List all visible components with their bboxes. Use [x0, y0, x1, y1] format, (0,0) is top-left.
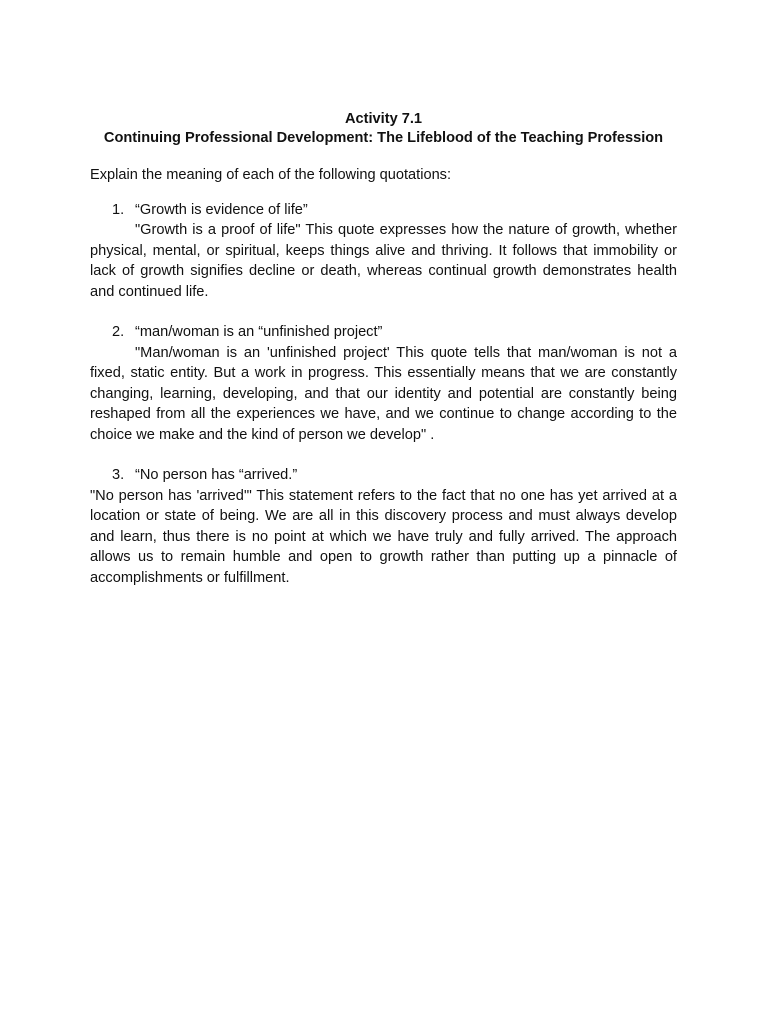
quotation-explanation: "No person has 'arrived'" This statement refers to the fact that no one has yet arrived at a location or state of being. We are all in this discovery process and must always develop and learn, thus there is no point at which we have truly and fully arrived. The approach allows us to remain humble and open to growth rather than putting up a pinnacle of accomplishments or fulfillment. [90, 487, 677, 586]
quotation-heading [90, 322, 677, 343]
quotation-explanation: "Man/woman is an 'unfinished project' This quote tells that man/woman is not a fixed, static entity. But a work in progress. This essentially means that we are constantly changing, learning, developing, and that our identity and potential are constantly being reshaped from all the experiences we have, and we continue to change according to the choice we make and the kind of person we develop" . [90, 344, 677, 443]
document-title: Activity 7.1 [344, 111, 423, 127]
quotation-heading [90, 200, 677, 221]
document-page [90, 110, 677, 588]
spacer [90, 445, 677, 465]
quotation-item-2 [90, 322, 677, 445]
quotation-explanation: "Growth is a proof of life" This quote expresses how the nature of growth, whether physical, mental, or spiritual, keeps things alive and thriving. It follows that immobility or lack of growth signifies decline or death, whereas continual growth demonstrates health and continued life. [90, 222, 677, 300]
quotation-text: “man/woman is an “unfinished project” [135, 324, 383, 340]
document-subtitle: Continuing Professional Development: The Lifeblood of the Teaching Profession [103, 130, 664, 146]
list-number: 1. [112, 201, 125, 218]
spacer [90, 302, 677, 322]
list-number: 2. [112, 324, 125, 340]
quotation-text: “Growth is evidence of life” [135, 201, 308, 218]
quotation-item-1 [90, 200, 677, 303]
list-number: 3. [112, 467, 125, 483]
quotation-text: “No person has “arrived.” [135, 467, 298, 483]
quotation-heading [90, 465, 677, 486]
quotation-item-3 [90, 465, 677, 588]
instruction-text: Explain the meaning of each of the following quotations: [90, 167, 452, 183]
